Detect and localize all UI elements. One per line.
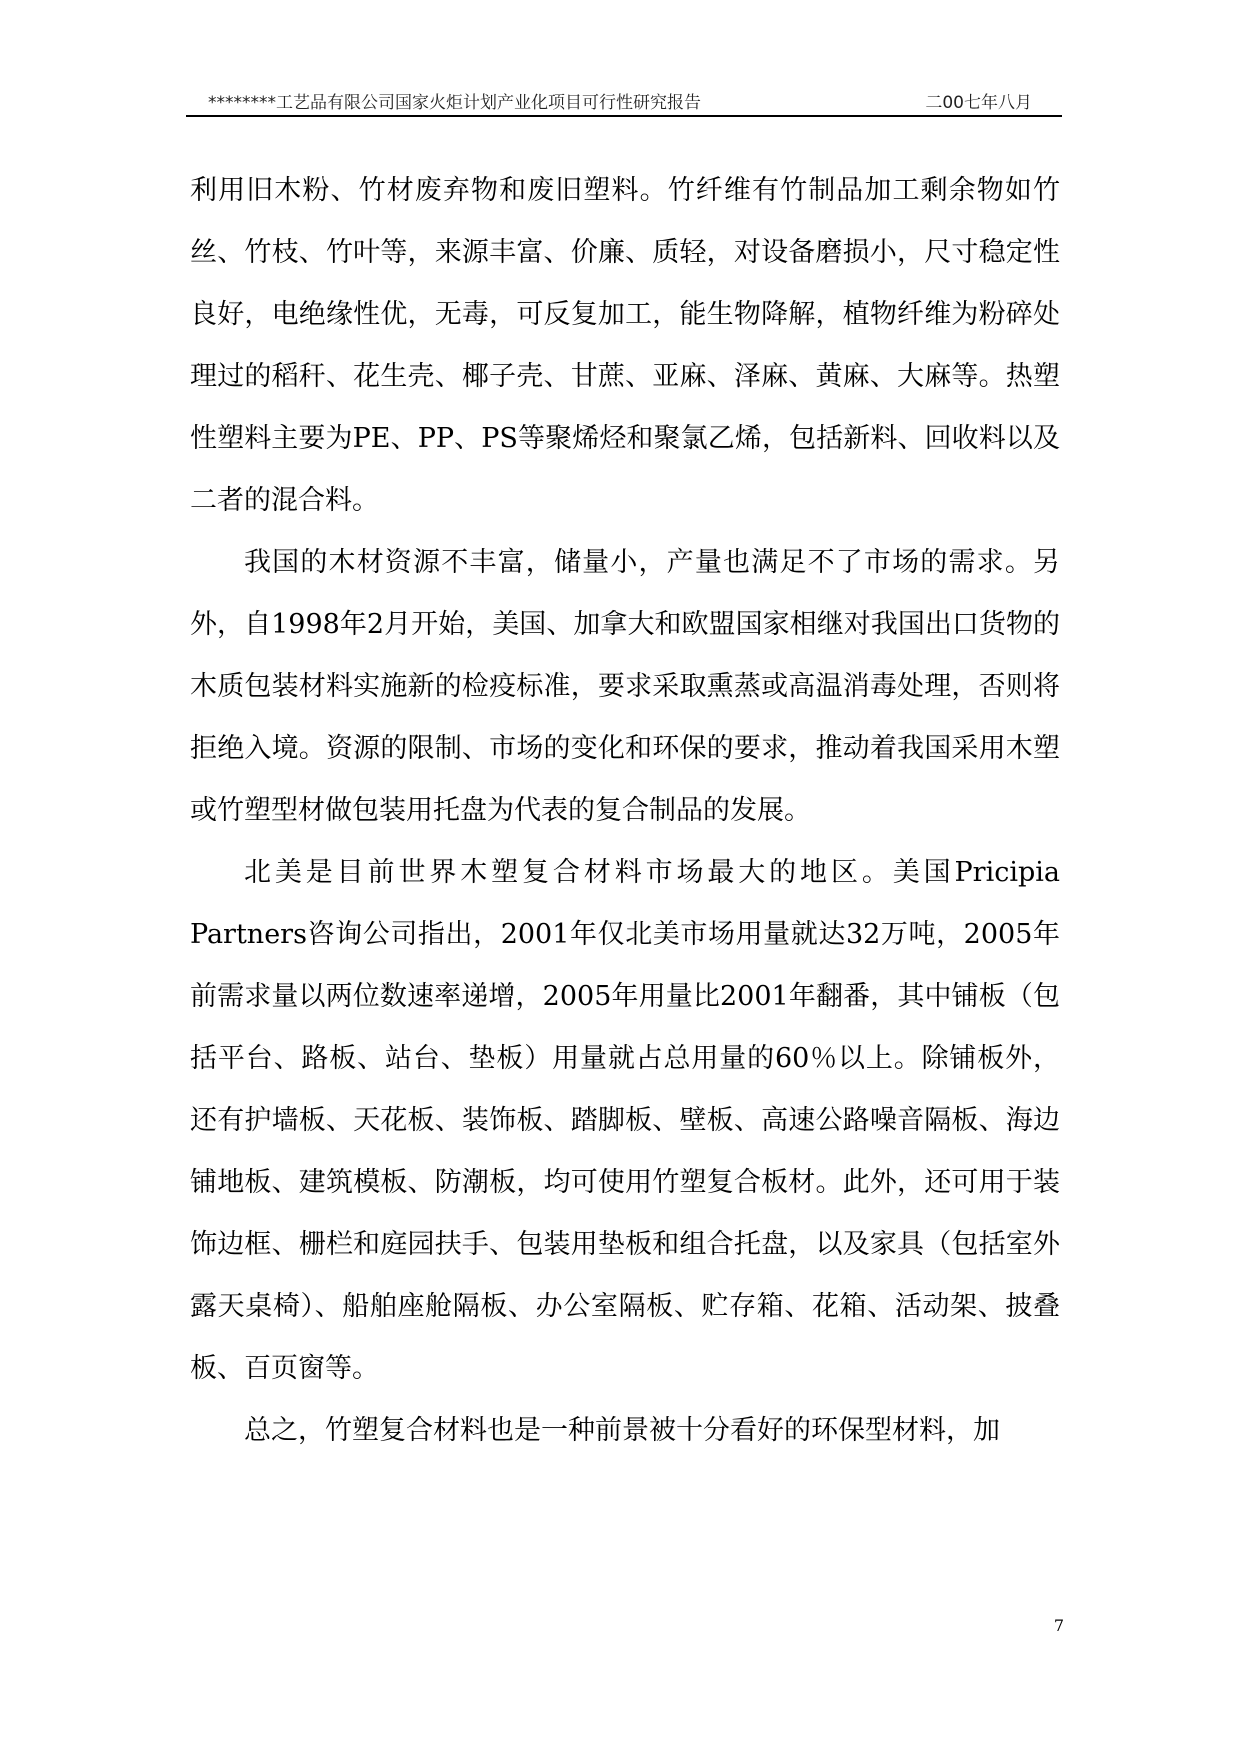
page-number: 7 xyxy=(1053,1616,1064,1635)
body-text xyxy=(190,160,1060,1462)
paragraph-1: 利用旧木粉、竹材废弃物和废旧塑料。竹纤维有竹制品加工剩余物如竹丝、竹枝、竹叶等，来源丰富、价廉、质轻，对设备磨损小，尺寸稳定性良好，电绝缘性优，无毒，可反复加工，能生物降解，植物纤维为粉碎处理过的稻秆、花生壳、椰子壳、甘蔗、亚麻、泽麻、黄麻、大麻等。热塑性塑料主要为PE、PP、PS等聚烯烃和聚氯乙烯，包括新料、回收料以及二者的混合料。 xyxy=(190,175,1060,516)
paragraph-2: 我国的木材资源不丰富，储量小，产量也满足不了市场的需求。另外，自1998年2月开始，美国、加拿大和欧盟国家相继对我国出口货物的木质包装材料实施新的检疫标准，要求采取熏蒸或高温消毒处理，否则将拒绝入境。资源的限制、市场的变化和环保的要求，推动着我国采用木塑或竹塑型材做包装用托盘为代表的复合制品的发展。 xyxy=(190,547,1060,826)
paragraph-3: 北美是目前世界木塑复合材料市场最大的地区。美国Pricipia Partners咨询公司指出，2001年仅北美市场用量就达32万吨，2005年前需求量以两位数速率递增，2005年用量比2001年翻番，其中铺板（包括平台、路板、站台、垫板）用量就占总用量的60％以上。除铺板外，还有护墙板、天花板、装饰板、踏脚板、壁板、高速公路噪音隔板、海边铺地板、建筑模板、防潮板，均可使用竹塑复合板材。此外，还可用于装饰边框、栅栏和庭园扶手、包装用垫板和组合托盘，以及家具（包括室外露天桌椅）、船舶座舱隔板、办公室隔板、贮存箱、花箱、活动架、披叠板、百页窗等。 xyxy=(190,857,1060,1384)
header-date: 二00七年八月 xyxy=(925,93,1032,113)
paragraph-4: 总之，竹塑复合材料也是一种前景被十分看好的环保型材料，加 xyxy=(244,1415,1000,1446)
header-divider xyxy=(186,115,1062,117)
page-header xyxy=(186,86,1062,114)
header-title: ********工艺品有限公司国家火炬计划产业化项目可行性研究报告 xyxy=(208,93,701,113)
